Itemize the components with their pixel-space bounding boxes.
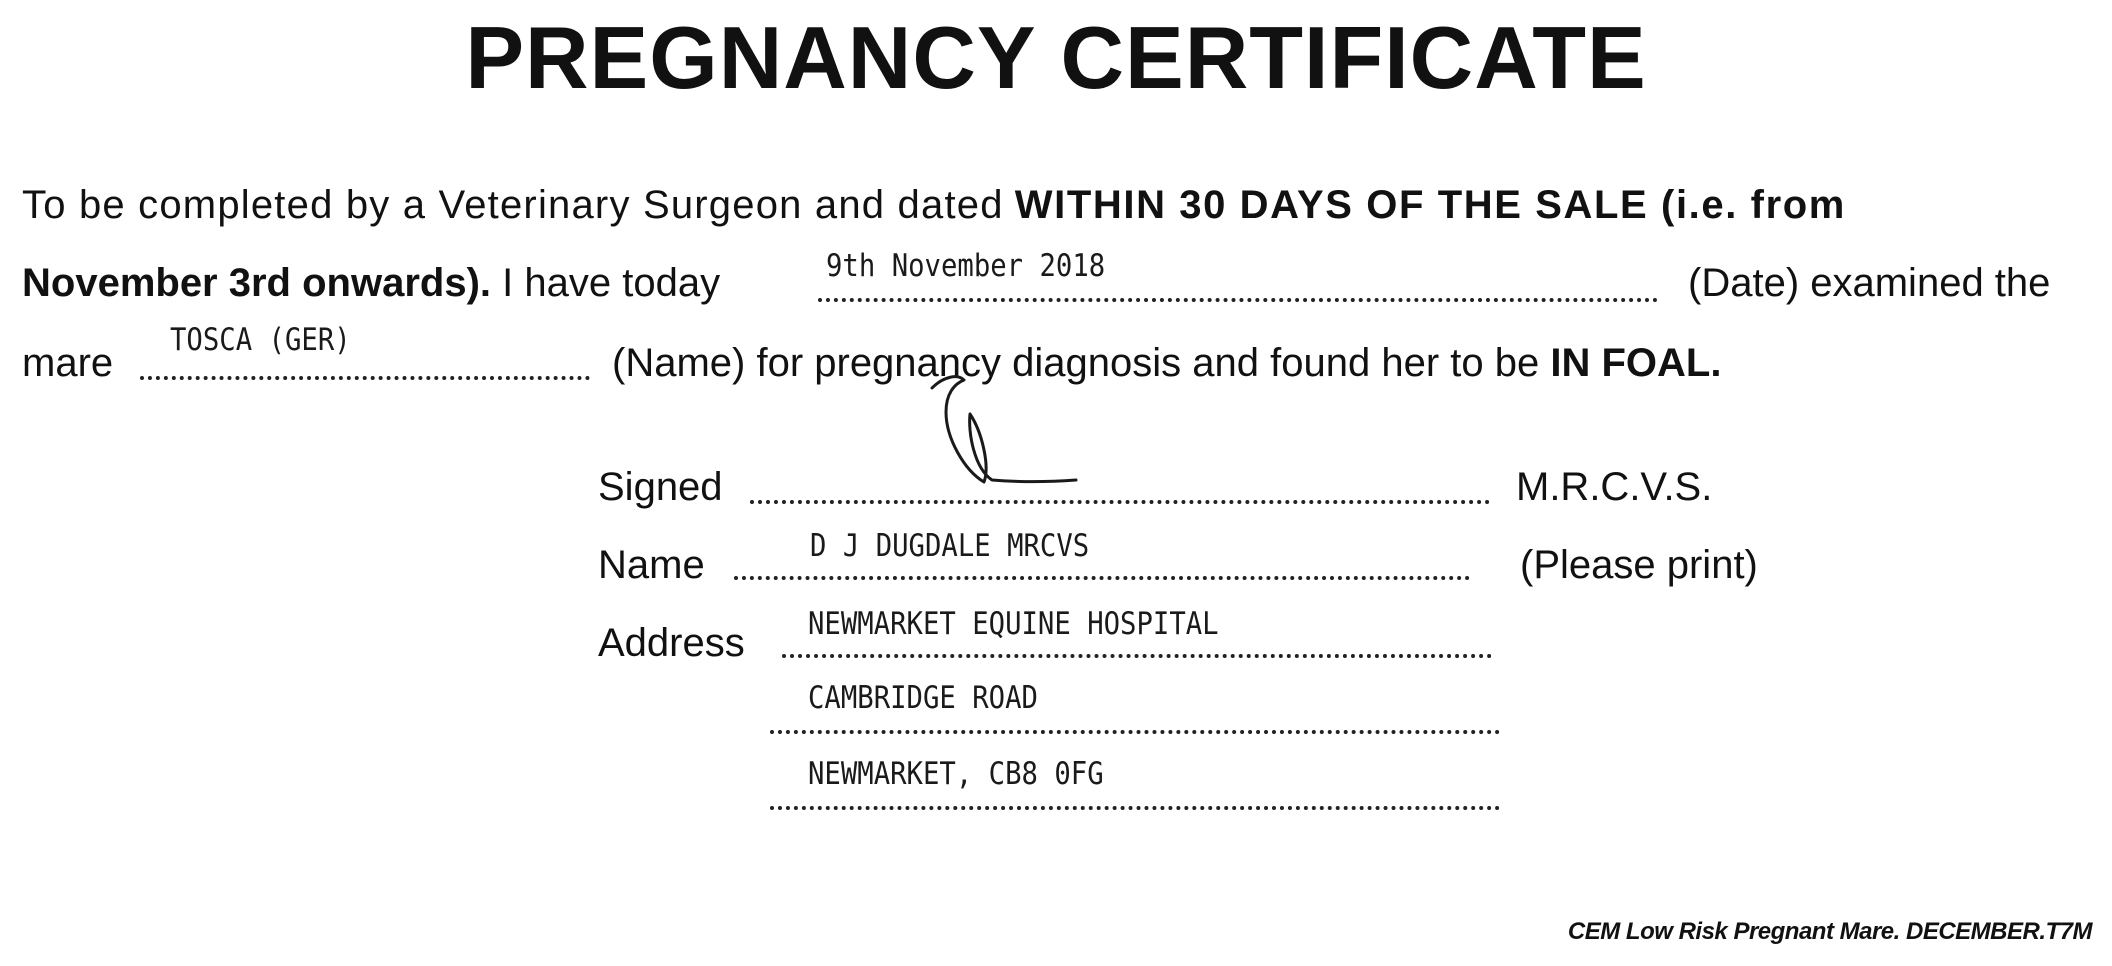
- name-dotted-line: [734, 576, 1470, 580]
- handwritten-address-line-1: NEWMARKET EQUINE HOSPITAL: [808, 606, 1219, 642]
- result-bold: IN FOAL.: [1550, 341, 1722, 385]
- intro-line-2-text: I have today: [502, 261, 721, 305]
- intro-line-1-bold: WITHIN 30 DAYS OF THE SALE (i.e. from: [1014, 183, 1846, 227]
- name-label-form: Name: [598, 543, 705, 587]
- intro-line-3-start: mare: [22, 341, 114, 385]
- signature-scribble: [930, 372, 1100, 492]
- intro-line-1-text: To be completed by a Veterinary Surgeon and dated: [22, 183, 1004, 227]
- date-label: (Date) examined the: [1688, 261, 2051, 305]
- date-dotted-line: [818, 298, 1658, 302]
- mrcvs-suffix: M.R.C.V.S.: [1516, 465, 1713, 509]
- handwritten-mare-name: TOSCA (GER): [170, 322, 351, 358]
- intro-line-1: [22, 180, 1846, 230]
- footer-reference: CEM Low Risk Pregnant Mare. DECEMBER.T7M: [1567, 918, 2092, 945]
- signed-dotted-line: [750, 500, 1490, 504]
- mare-dotted-line: [140, 376, 590, 380]
- please-print-suffix: (Please print): [1520, 543, 1758, 587]
- address-line-1-dotted: [782, 654, 1492, 658]
- intro-line-2: [22, 258, 720, 308]
- intro-line-3: [612, 338, 1721, 388]
- signed-label: Signed: [598, 465, 723, 509]
- handwritten-vet-name: D J DUGDALE MRCVS: [810, 528, 1090, 564]
- handwritten-date: 9th November 2018: [826, 248, 1106, 284]
- address-line-2-dotted: [770, 730, 1500, 734]
- address-label: Address: [598, 621, 745, 665]
- handwritten-address-line-2: CAMBRIDGE ROAD: [808, 680, 1038, 716]
- intro-line-2-bold: November 3rd onwards).: [22, 261, 492, 305]
- name-label: (Name) for pregnancy diagnosis and found her to be: [612, 341, 1540, 385]
- address-line-3-dotted: [770, 806, 1500, 810]
- handwritten-address-line-3: NEWMARKET, CB8 0FG: [808, 756, 1104, 792]
- certificate-title: PREGNANCY CERTIFICATE: [465, 8, 1647, 107]
